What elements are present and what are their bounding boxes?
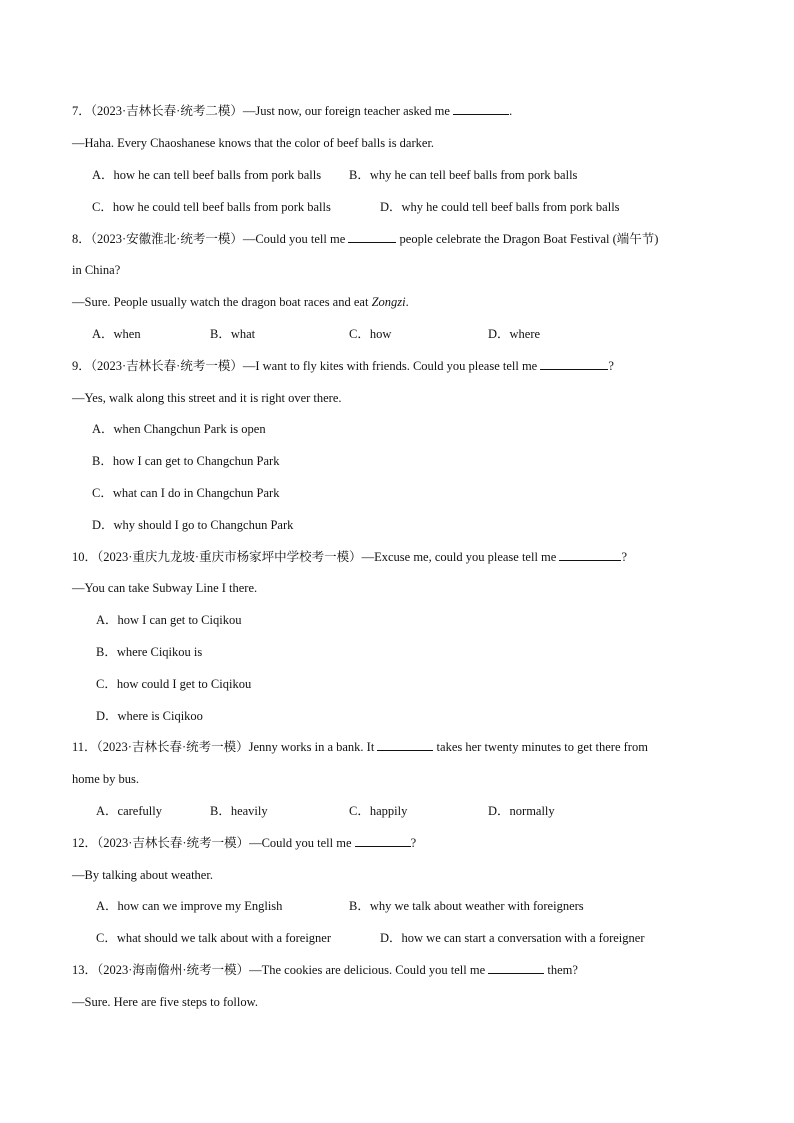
question-source: （2023·吉林长春·统考二模） — [90, 104, 243, 118]
option-b: B．heavily — [210, 804, 268, 818]
question-source: （2023·重庆九龙坡·重庆市杨家坪中学校考一模） — [97, 550, 362, 564]
option-c: C．how could I get to Ciqikou — [96, 677, 252, 691]
option-b: B．how I can get to Changchun Park — [92, 454, 280, 468]
answer-blank — [540, 358, 608, 370]
option-b: B．why he can tell beef balls from pork balls — [349, 168, 578, 182]
question-8-reply: —Sure. People usually watch the dragon boat races and eat Zongzi. — [72, 295, 409, 309]
question-10-stem: 10．（2023·重庆九龙坡·重庆市杨家坪中学校考一模）—Excuse me, could you please tell me ? — [72, 550, 628, 564]
question-7-reply: —Haha. Every Chaoshanese knows that the color of beef balls is darker. — [72, 136, 435, 150]
question-12-stem: 12．（2023·吉林长春·统考一模）—Could you tell me ? — [72, 836, 417, 850]
question-11-stem: 11．（2023·吉林长春·统考一模）Jenny works in a bank. It takes her twenty minutes to get there from — [72, 740, 648, 754]
question-9-reply: —Yes, walk along this street and it is right over there. — [72, 391, 342, 405]
option-d: D．where is Ciqikoo — [96, 709, 203, 723]
option-d: D．where — [488, 327, 541, 341]
question-11-stem-cont: home by bus. — [72, 772, 140, 786]
option-a: A．how can we improve my English — [96, 899, 283, 913]
option-c: C．how — [349, 327, 392, 341]
option-b: B．why we talk about weather with foreigners — [349, 899, 584, 913]
answer-blank — [488, 962, 544, 974]
option-d: D．normally — [488, 804, 555, 818]
question-8-stem-cont: in China? — [72, 263, 121, 277]
option-b: B．where Ciqikou is — [96, 645, 203, 659]
option-c: C．what can I do in Changchun Park — [92, 486, 280, 500]
question-12-reply: —By talking about weather. — [72, 868, 213, 882]
question-number: 7． — [72, 104, 91, 118]
answer-blank — [377, 739, 433, 751]
option-a: A．how he can tell beef balls from pork balls — [92, 168, 322, 182]
answer-blank — [348, 231, 396, 243]
answer-blank — [355, 835, 411, 847]
question-source: （2023·海南儋州·统考一模） — [97, 963, 250, 977]
option-a: A．carefully — [96, 804, 162, 818]
question-source: （2023·吉林长春·统考一模） — [90, 359, 243, 373]
option-c: C．what should we talk about with a foreigner — [96, 931, 332, 945]
question-7-stem: 7．（2023·吉林长春·统考二模）—Just now, our foreign teacher asked me . — [72, 104, 513, 118]
answer-blank — [453, 103, 509, 115]
option-a: A．how I can get to Ciqikou — [96, 613, 242, 627]
question-8-stem: 8．（2023·安徽淮北·统考一模）—Could you tell me people celebrate the Dragon Boat Festival (端午节) — [72, 232, 659, 246]
question-source: （2023·安徽淮北·统考一模） — [90, 232, 243, 246]
question-9-stem: 9．（2023·吉林长春·统考一模）—I want to fly kites with friends. Could you please tell me ? — [72, 359, 614, 373]
option-a: A．when — [92, 327, 141, 341]
option-d: D．why should I go to Changchun Park — [92, 518, 294, 532]
question-13-reply: —Sure. Here are five steps to follow. — [72, 995, 258, 1009]
question-source: （2023·吉林长春·统考一模） — [97, 836, 250, 850]
answer-blank — [559, 549, 621, 561]
question-number: 9． — [72, 359, 91, 373]
option-d: D．why he could tell beef balls from pork balls — [380, 200, 620, 214]
question-number: 12． — [72, 836, 98, 850]
option-b: B．what — [210, 327, 256, 341]
question-13-stem: 13．（2023·海南儋州·统考一模）—The cookies are delicious. Could you tell me them? — [72, 963, 578, 977]
question-10-reply: —You can take Subway Line I there. — [72, 581, 258, 595]
question-number: 13． — [72, 963, 98, 977]
option-a: A．when Changchun Park is open — [92, 422, 266, 436]
question-number: 10． — [72, 550, 98, 564]
option-d: D．how we can start a conversation with a foreigner — [380, 931, 645, 945]
question-number: 8． — [72, 232, 91, 246]
option-c: C．how he could tell beef balls from pork balls — [92, 200, 331, 214]
option-c: C．happily — [349, 804, 408, 818]
question-number: 11． — [72, 740, 97, 754]
question-source: （2023·吉林长春·统考一模） — [96, 740, 249, 754]
